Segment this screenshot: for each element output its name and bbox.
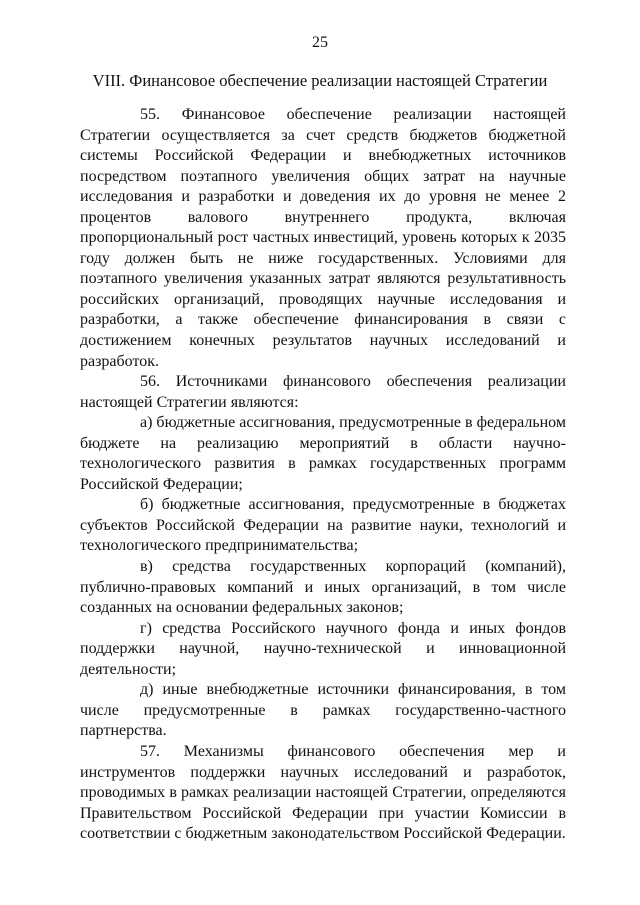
list-item-d: д) иные внебюджетные источники финансирования, в том числе предусмотренные в рамках государственно-частного партнерства. [80,681,566,740]
paragraph-56: 56. Источниками финансового обеспечения реализации настоящей Стратегии являются: [80,373,566,411]
list-item-g: г) средства Российского научного фонда и иных фондов поддержки научной, научно-технической и инновационной деятельности; [80,619,566,678]
document-body [80,105,566,845]
paragraph-55: 55. Финансовое обеспечение реализации настоящей Стратегии осуществляется за счет средств бюджетов бюджетной системы Российской Федерации и внебюджетных источников посредством поэтапного увеличения общих затрат на научные исследования и разработки и доведения их до уровня не менее 2 процентов валового внутреннего продукта, включая пропорциональный рост частных инвестиций, уровень которых к 2035 году должен быть не ниже государственных. Условиями для поэтапного увеличения указанных затрат являются результативность российских организаций, проводящих научные исследования и разработки, а также обеспечение финансирования в связи с достижением конечных результатов научных исследований и разработок. [80,106,566,370]
list-item-v: в) средства государственных корпораций (компаний), публично-правовых компаний и иных организаций, в том числе созданных на основании федеральных законов; [80,558,566,617]
paragraph-57: 57. Механизмы финансового обеспечения мер и инструментов поддержки научных исследований и разработок, проводимых в рамках реализации настоящей Стратегии, определяются Правительством Российской Федерации при участии Комиссии в соответствии с бюджетным законодательством Российской Федерации. [80,742,566,843]
section-title: VIII. Финансовое обеспечение реализации настоящей Стратегии [92,71,548,90]
list-item-a: а) бюджетные ассигнования, предусмотренные в федеральном бюджете на реализацию мероприятий в области научно-технологического развития в рамках государственных программ Российской Федерации; [80,414,566,493]
page-number: 25 [312,34,328,51]
list-item-b: б) бюджетные ассигнования, предусмотренные в бюджетах субъектов Российской Федерации на развитие науки, технологий и технологического предпринимательства; [80,496,566,555]
